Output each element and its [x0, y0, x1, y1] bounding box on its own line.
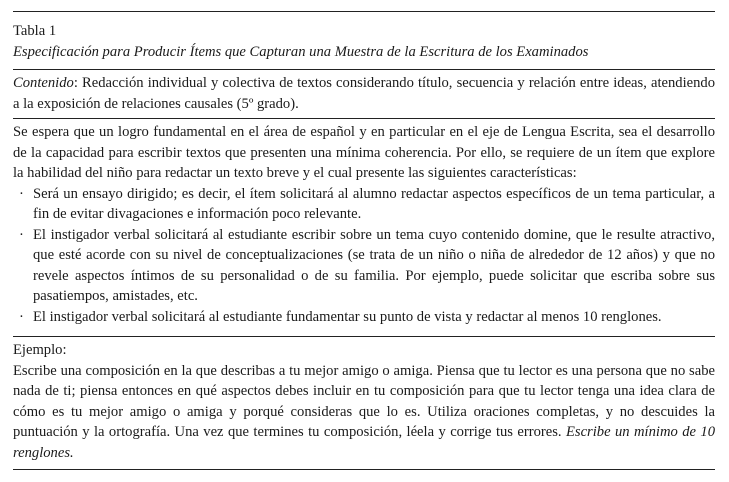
bullet-text: El instigador verbal solicitará al estudiante fundamentar su punto de vista y redactar al menos 10 renglones. — [33, 308, 662, 325]
example-label: Ejemplo: — [13, 342, 67, 358]
content-label: Contenido — [13, 75, 74, 91]
top-rule — [13, 11, 715, 12]
bottom-rule — [13, 469, 715, 470]
content-text: : Redacción individual y colectiva de textos considerando título, secuencia y relación entre ideas, atendiendo a la exposición de relaciones causales (5º grado). — [13, 75, 715, 112]
bullet-item — [13, 184, 715, 225]
header-rule — [13, 69, 715, 70]
table-subtitle: Especificación para Producir Ítems que Capturan una Muestra de la Escritura de los Examinados — [13, 43, 589, 60]
table-title: Tabla 1 — [13, 23, 57, 39]
example-text: Escribe una composición en la que describas a tu mejor amigo o amiga. Piensa que tu lector es una persona que no sabe nada de ti; piensa entonces en qué aspectos debes incluir en tu composición para que tu lector tenga una idea clara de cómo es tu mejor amigo o amiga y porqué consideras que lo es. Utiliza oraciones completas, y no descuides la puntuación y la ortografía. Una vez que termines tu composición, léela y corrige tus errores. — [13, 362, 715, 440]
specification-section — [13, 122, 715, 327]
content-separator — [13, 118, 715, 119]
bullet-text: Será un ensayo dirigido; es decir, el ítem solicitará al alumno redactar aspectos específicos de un tema particular, a fin de evitar divagaciones e información poco relevante. — [33, 185, 715, 222]
example-italic-text: Escribe un mínimo de 10 renglones. — [13, 424, 715, 461]
example-section — [13, 340, 715, 463]
example-separator — [13, 336, 715, 337]
specification-intro: Se espera que un logro fundamental en el área de español y en particular en el eje de Lengua Escrita, sea el desarrollo de la capacidad para escribir textos que presenten una mínima coherencia. Por ello, se requiere de un ítem que explore la habilidad del niño para redactar un texto breve y el cual presente las siguientes características: — [13, 124, 715, 181]
bullet-marker: · — [19, 308, 24, 325]
bullet-marker: · — [19, 226, 24, 243]
content-section — [13, 73, 715, 114]
bullet-item — [13, 225, 715, 307]
bullet-marker: · — [19, 185, 24, 202]
table-caption — [13, 21, 715, 62]
bullet-item — [13, 307, 715, 328]
bullet-text: El instigador verbal solicitará al estudiante escribir sobre un tema cuyo contenido domine, que le resulte atractivo, que esté acorde con su nivel de conceptualizaciones (se trata de un niño o niña de alrededor de 12 años) y que no revele aspectos íntimos de su personalidad o de su familia. Por ejemplo, puede solicitar que escriba sobre sus pasatiempos, amistades, etc. — [33, 226, 715, 304]
